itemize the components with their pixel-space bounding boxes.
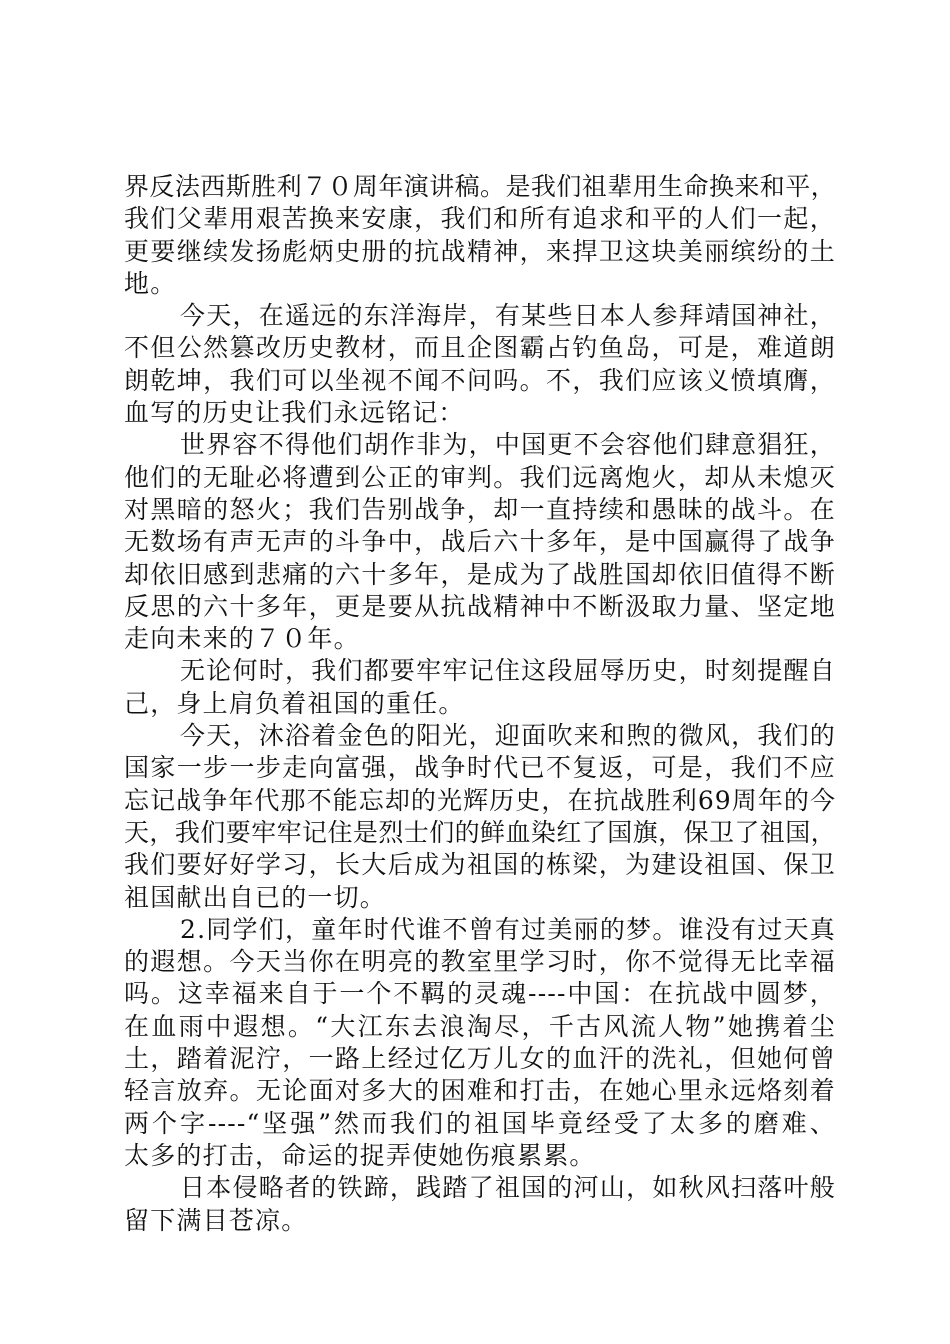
text-line: 两个字----“坚强”然而我们的祖国毕竟经受了太多的磨难、 bbox=[124, 1108, 836, 1138]
text-line: 世界容不得他们胡作非为，中国更不会容他们肆意猖狂， bbox=[180, 430, 836, 460]
text-line: 天，我们要牢牢记住是烈士们的鲜血染红了国旗，保卫了祖国， bbox=[124, 817, 836, 847]
text-line: 地。 bbox=[124, 268, 177, 298]
text-line: 今天，在遥远的东洋海岸，有某些日本人参拜靖国神社， bbox=[180, 301, 836, 331]
text-line: 的遐想。今天当你在明亮的教室里学习时，你不觉得无比幸福 bbox=[124, 947, 836, 977]
text-line: 留下满目苍凉。 bbox=[124, 1205, 308, 1235]
text-line: 却依旧感到悲痛的六十多年，是成为了战胜国却依旧值得不断 bbox=[124, 559, 836, 589]
text-line: 己，身上肩负着祖国的重任。 bbox=[124, 688, 465, 718]
text-line: 无论何时，我们都要牢牢记住这段屈辱历史，时刻提醒自 bbox=[180, 656, 836, 686]
text-line: 忘记战争年代那不能忘却的光辉历史，在抗战胜利69周年的今 bbox=[124, 785, 836, 815]
text-line: 太多的打击，命运的捉弄使她伤痕累累。 bbox=[124, 1140, 596, 1170]
text-line: 轻言放弃。无论面对多大的困难和打击，在她心里永远烙刻着 bbox=[124, 1076, 836, 1106]
text-line: 血写的历史让我们永远铭记： bbox=[124, 398, 465, 428]
text-line: 朗乾坤，我们可以坐视不闻不问吗。不，我们应该义愤填膺， bbox=[124, 365, 836, 395]
text-line: 反思的六十多年，更是要从抗战精神中不断汲取力量、坚定地 bbox=[124, 591, 836, 621]
document-body bbox=[124, 171, 836, 1237]
text-line: 不但公然篡改历史教材，而且企图霸占钓鱼岛，可是，难道朗 bbox=[124, 333, 836, 363]
text-line: 我们父辈用艰苦换来安康，我们和所有追求和平的人们一起， bbox=[124, 204, 836, 234]
text-line: 无数场有声无声的斗争中，战后六十多年，是中国赢得了战争 bbox=[124, 527, 836, 557]
text-line: 今天，沐浴着金色的阳光，迎面吹来和煦的微风，我们的 bbox=[180, 721, 836, 751]
text-line: 祖国献出自已的一切。 bbox=[124, 882, 387, 912]
text-line: 更要继续发扬彪炳史册的抗战精神，来捍卫这块美丽缤纷的土 bbox=[124, 236, 836, 266]
text-line: 日本侵略者的铁蹄，践踏了祖国的河山，如秋风扫落叶般 bbox=[180, 1173, 836, 1203]
text-line: 对黑暗的怒火；我们告别战争，却一直持续和愚昧的战斗。在 bbox=[124, 494, 836, 524]
text-line: 国家一步一步走向富强，战争时代已不复返，可是，我们不应 bbox=[124, 753, 836, 783]
text-line: 界反法西斯胜利７０周年演讲稿。是我们祖辈用生命换来和平， bbox=[124, 172, 836, 201]
text-line: 吗。这幸福来自于一个不羁的灵魂----中国：在抗战中圆梦， bbox=[124, 979, 836, 1009]
text-line: 他们的无耻必将遭到公正的审判。我们远离炮火，却从未熄灭 bbox=[124, 462, 836, 492]
text-line: 2.同学们，童年时代谁不曾有过美丽的梦。谁没有过天真 bbox=[180, 914, 836, 944]
text-line: 我们要好好学习，长大后成为祖国的栋梁，为建设祖国、保卫 bbox=[124, 850, 836, 880]
text-line: 走向未来的７０年。 bbox=[124, 624, 360, 654]
text-line: 在血雨中遐想。“大江东去浪淘尽，千古风流人物”她携着尘 bbox=[124, 1011, 836, 1041]
text-line: 土，踏着泥泞，一路上经过亿万儿女的血汗的洗礼，但她何曾 bbox=[124, 1044, 836, 1074]
